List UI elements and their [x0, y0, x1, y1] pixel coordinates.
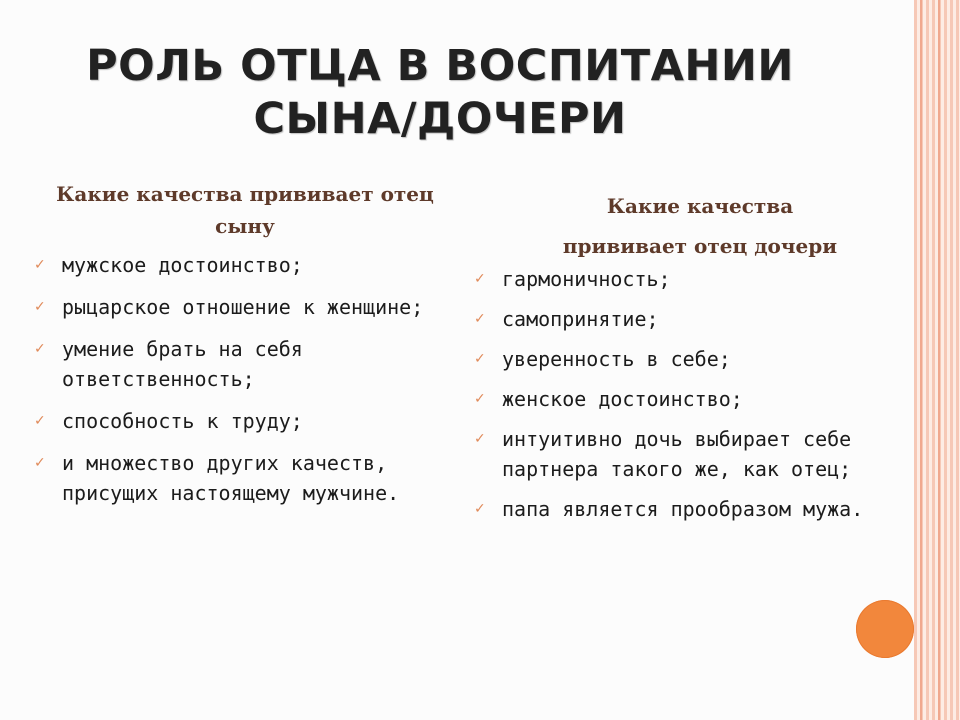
list-item-text: рыцарское отношение к женщине;	[62, 295, 424, 319]
list-item	[474, 344, 924, 374]
list-item-text: и множество других качеств, присущих настоящему мужчине.	[62, 451, 400, 505]
left-column-list	[34, 250, 464, 520]
list-item	[474, 264, 924, 294]
list-item-text: гармоничность;	[502, 267, 671, 291]
left-heading-line: сыну	[215, 214, 275, 238]
slide-title-line: СЫНА/ДОЧЕРИ	[253, 94, 627, 144]
list-item	[474, 424, 924, 484]
checkmark-icon: ✓	[474, 501, 486, 517]
stripe-divider	[938, 0, 940, 720]
checkmark-icon: ✓	[474, 351, 486, 367]
left-column-heading	[30, 178, 460, 242]
list-item	[34, 250, 464, 280]
right-column-list	[474, 264, 924, 534]
checkmark-icon: ✓	[474, 391, 486, 407]
checkmark-icon: ✓	[474, 271, 486, 287]
right-heading-line: прививает отец дочери	[562, 234, 838, 258]
list-item-text: способность к труду;	[62, 409, 303, 433]
checkmark-icon: ✓	[34, 299, 46, 315]
list-item	[34, 292, 464, 322]
list-item-text: папа является прообразом мужа.	[502, 497, 864, 521]
checkmark-icon: ✓	[474, 311, 486, 327]
right-heading-line: Какие качества	[606, 194, 794, 218]
checkmark-icon: ✓	[34, 257, 46, 273]
checkmark-icon: ✓	[34, 455, 46, 471]
slide-title	[80, 40, 800, 146]
right-column-heading	[490, 186, 910, 266]
list-item	[34, 334, 464, 394]
checkmark-icon: ✓	[34, 413, 46, 429]
left-heading-line: Какие качества прививает отец	[56, 182, 434, 206]
checkmark-icon: ✓	[34, 341, 46, 357]
list-item	[474, 494, 924, 524]
checkmark-icon: ✓	[474, 431, 486, 447]
list-item-text: мужское достоинство;	[62, 253, 303, 277]
list-item-text: самопринятие;	[502, 307, 659, 331]
list-item-text: интуитивно дочь выбирает себе партнера такого же, как отец;	[502, 427, 852, 481]
list-item-text: уверенность в себе;	[502, 347, 731, 371]
list-item-text: умение брать на себя ответственность;	[62, 337, 303, 391]
list-item	[34, 448, 464, 508]
list-item	[474, 384, 924, 414]
list-item-text: женское достоинство;	[502, 387, 743, 411]
slide-title-line: РОЛЬ ОТЦА В ВОСПИТАНИИ	[86, 41, 794, 91]
list-item	[34, 406, 464, 436]
decorative-orange-circle	[856, 600, 914, 658]
list-item	[474, 304, 924, 334]
